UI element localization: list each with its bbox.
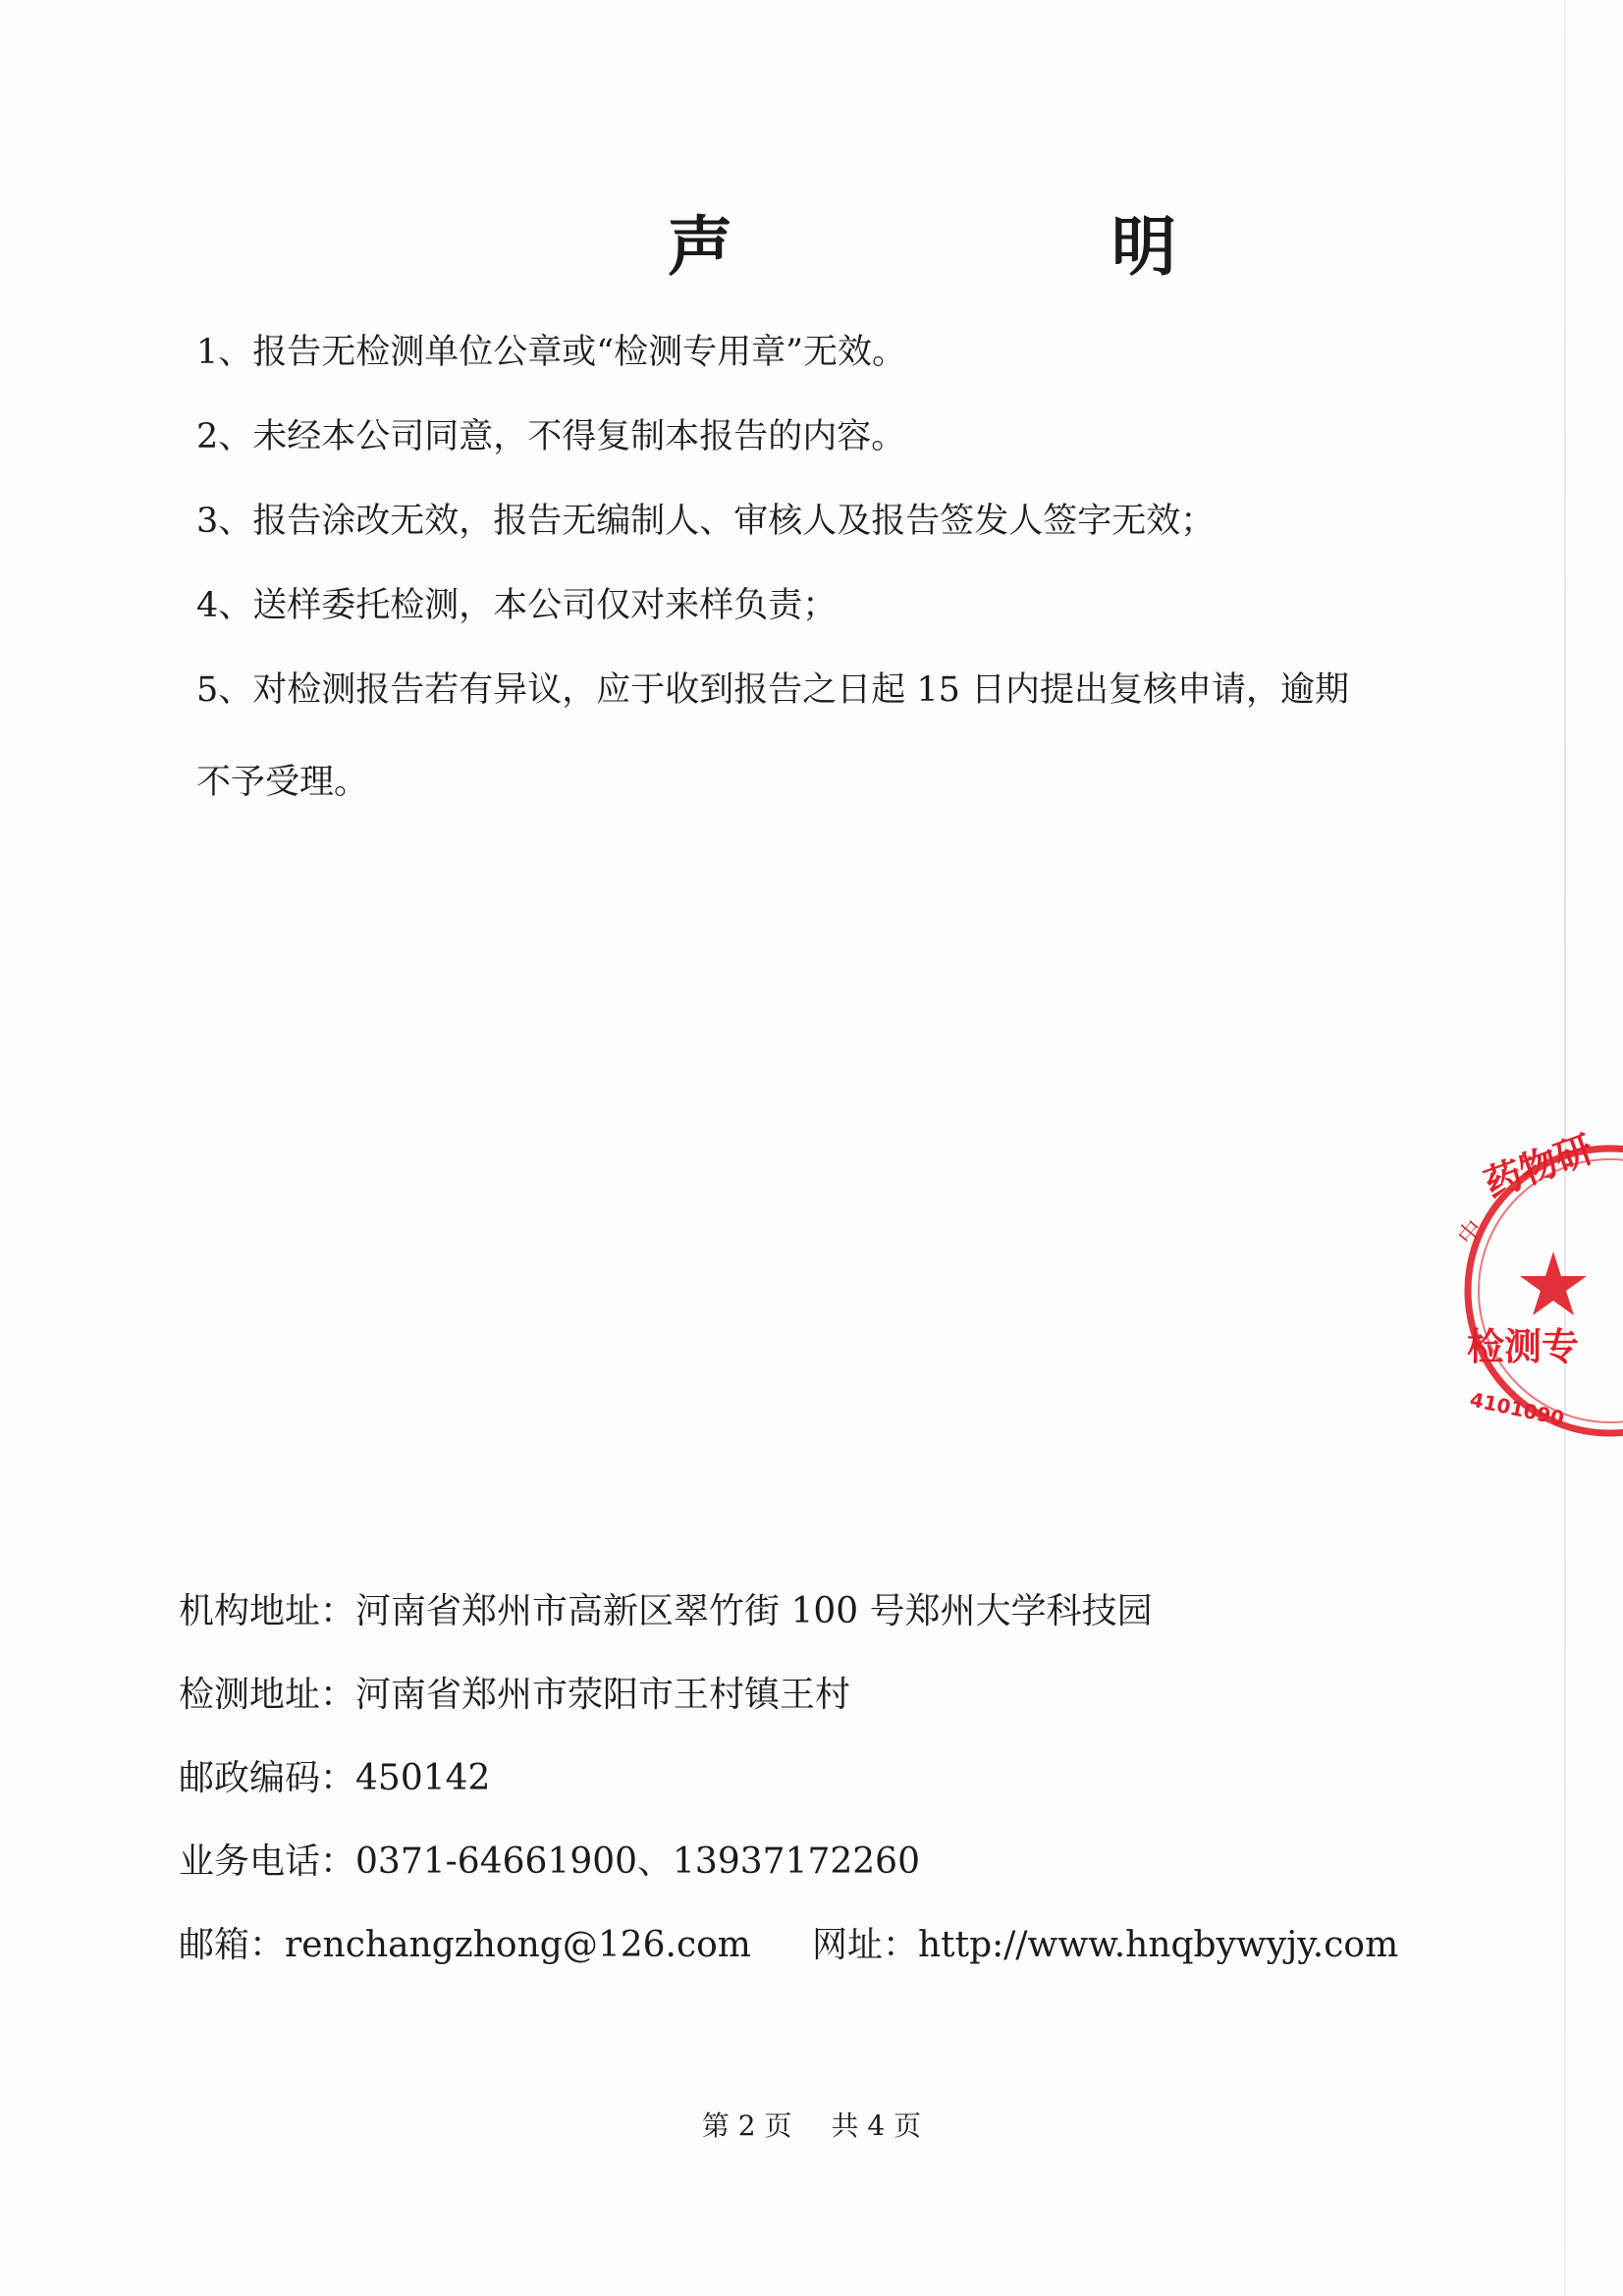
- declaration-clauses: [196, 329, 1473, 806]
- clause-item: 4、送样委托检测，本公司仅对来样负责；: [196, 586, 838, 625]
- clause-item: 2、未经本公司同意，不得复制本报告的内容。: [196, 417, 906, 456]
- institution-address-row: [179, 1588, 1357, 1635]
- clause-item: 5、对检测报告若有异议，应于收到报告之日起 15 日内提出复核申请，逾期: [196, 670, 1350, 710]
- contact-block: [179, 1588, 1399, 2005]
- official-seal: [1452, 1127, 1599, 1453]
- postcode-label: 邮政编码：: [179, 1758, 356, 1798]
- email-label: 邮箱：: [179, 1925, 286, 1965]
- postcode-value: 450142: [355, 1758, 491, 1798]
- page-title: 声 明: [668, 208, 1333, 285]
- seal-star-icon: [1520, 1252, 1587, 1315]
- seal-top-text: 药物研: [1479, 1127, 1599, 1206]
- email-value: renchangzhong@126.com: [285, 1925, 751, 1965]
- website-value: http://www.hnqbywyjy.com: [917, 1925, 1399, 1965]
- test-address-row: [179, 1672, 1357, 1719]
- clause-continuation: 不予受理。: [196, 763, 369, 802]
- test-address-label: 检测地址：: [179, 1675, 356, 1715]
- institution-address-label: 机构地址：: [179, 1591, 356, 1631]
- clause-item: 1、报告无检测单位公章或“检测专用章”无效。: [196, 333, 907, 372]
- seal-number-text: 4101090: [1467, 1387, 1567, 1431]
- postcode-row: [179, 1755, 1357, 1802]
- page-footer: [0, 2109, 1623, 2144]
- phone-label: 业务电话：: [179, 1842, 356, 1882]
- email-website-row: [179, 1922, 1399, 1969]
- phone-row: [179, 1839, 1357, 1886]
- seal-bottom-text: 检测专: [1467, 1325, 1580, 1368]
- institution-address-value: 河南省郑州市高新区翠竹街 100 号郑州大学科技园: [355, 1591, 1153, 1631]
- seal-partial-char: 中: [1452, 1214, 1489, 1251]
- seal-stamp-icon: [1452, 1127, 1599, 1453]
- website-label: 网址：: [811, 1925, 918, 1965]
- phone-value: 0371-64661900、13937172260: [355, 1842, 920, 1882]
- page-number: 第 2 页: [701, 2109, 792, 2142]
- test-address-value: 河南省郑州市荥阳市王村镇王村: [355, 1675, 851, 1715]
- page-total: 共 4 页: [831, 2109, 922, 2142]
- clause-item: 3、报告涂改无效，报告无编制人、审核人及报告签发人签字无效；: [196, 502, 1216, 541]
